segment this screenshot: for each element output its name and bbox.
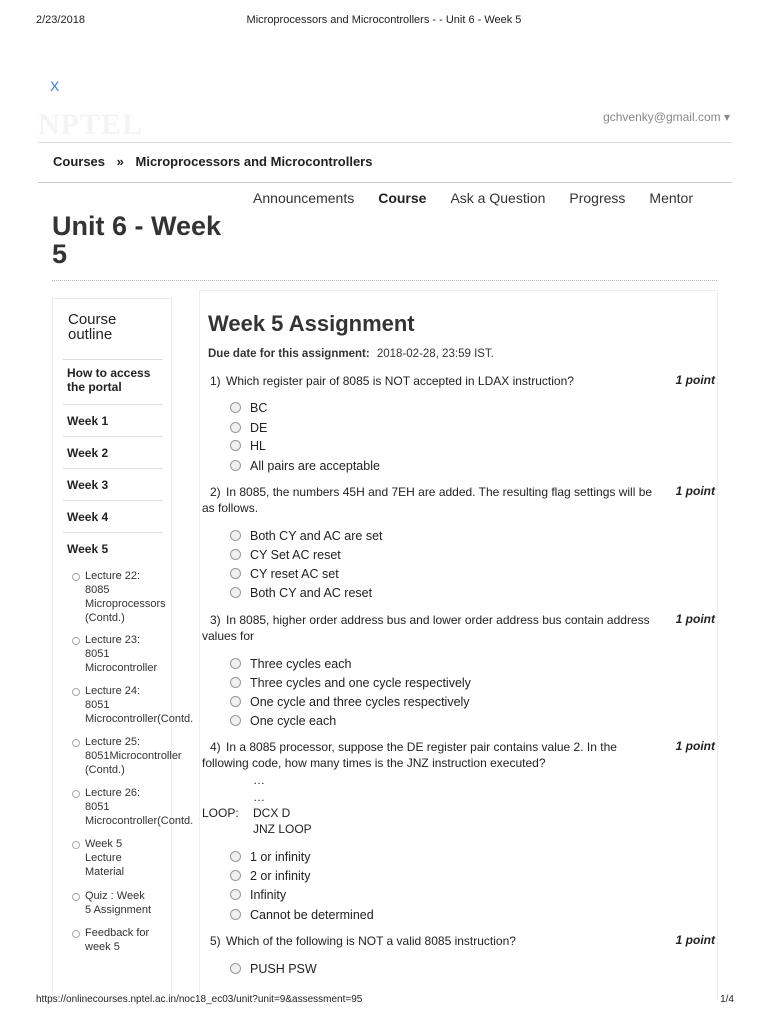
option-label: CY Set AC reset bbox=[250, 548, 341, 562]
question-text: In a 8085 processor, suppose the DE register pair contains value 2. In the following code, how many times is the JNZ instruction executed? bbox=[202, 740, 617, 770]
sidebar-lecture-24[interactable] bbox=[73, 684, 194, 728]
sidebar-week5-material[interactable] bbox=[73, 837, 173, 881]
tab-ask-a-question[interactable]: Ask a Question bbox=[450, 190, 546, 206]
divider bbox=[52, 280, 717, 281]
question-2 bbox=[202, 484, 664, 516]
question-text: In 8085, the numbers 45H and 7EH are added. The resulting flag settings will be as follows. bbox=[202, 485, 653, 515]
option-label: Cannot be determined bbox=[250, 908, 374, 922]
question-3 bbox=[202, 612, 664, 644]
assignment-title: Week 5 Assignment bbox=[208, 311, 415, 336]
close-icon[interactable]: X bbox=[50, 78, 60, 94]
course-outline-sidebar bbox=[52, 298, 194, 998]
assignment-panel bbox=[199, 290, 718, 1000]
radio-button[interactable] bbox=[230, 677, 241, 688]
lecture-label: Week 5 Lecture Material bbox=[85, 838, 125, 878]
option-label: PUSH PSW bbox=[250, 962, 317, 976]
code-line: … bbox=[253, 790, 265, 804]
question-text: In 8085, higher order address bus and lower order address bus contain address values for bbox=[202, 613, 650, 643]
sidebar-item-week-1[interactable]: Week 1 bbox=[63, 404, 163, 436]
tab-mentor[interactable]: Mentor bbox=[649, 190, 693, 206]
print-url: https://onlinecourses.nptel.ac.in/noc18_ec03/unit?unit=9&assessment=95 bbox=[36, 994, 363, 1005]
code-line: … bbox=[253, 773, 265, 787]
question-text: Which register pair of 8085 is NOT accepted in LDAX instruction? bbox=[226, 374, 574, 388]
option-label: Three cycles each bbox=[250, 657, 352, 671]
question-points: 1 point bbox=[675, 612, 715, 626]
option-label: 1 or infinity bbox=[250, 850, 311, 864]
option-label: All pairs are acceptable bbox=[250, 459, 380, 473]
question-points: 1 point bbox=[675, 933, 715, 947]
lecture-label: Lecture 23: 8051 Microcontroller bbox=[85, 634, 158, 674]
question-number: 3) bbox=[210, 613, 221, 627]
unchecked-circle-icon bbox=[72, 688, 80, 696]
sidebar-lecture-25[interactable] bbox=[73, 735, 182, 779]
code-line: JNZ LOOP bbox=[253, 822, 312, 836]
page-title: Unit 6 - Week 5 bbox=[52, 211, 222, 269]
sidebar-item-week-3[interactable]: Week 3 bbox=[63, 468, 163, 500]
question-number: 5) bbox=[210, 934, 221, 948]
sidebar-lecture-23[interactable] bbox=[73, 633, 173, 677]
radio-button[interactable] bbox=[230, 909, 241, 920]
lecture-label: Lecture 24: 8051 Microcontroller(Contd. bbox=[85, 685, 194, 725]
unchecked-circle-icon bbox=[72, 790, 80, 798]
lecture-label: Lecture 25: 8051Microcontroller (Contd.) bbox=[85, 736, 182, 776]
question-text: Which of the following is NOT a valid 8085 instruction? bbox=[226, 934, 516, 948]
code-line: DCX D bbox=[253, 806, 291, 820]
question-1 bbox=[202, 373, 664, 389]
radio-button[interactable] bbox=[230, 870, 241, 881]
option-label: HL bbox=[250, 439, 266, 453]
sidebar-quiz-week5[interactable] bbox=[73, 889, 173, 919]
course-outline-title: Course outline bbox=[68, 311, 117, 343]
radio-button[interactable] bbox=[230, 658, 241, 669]
radio-button[interactable] bbox=[230, 696, 241, 707]
option-label: Both CY and AC reset bbox=[250, 586, 373, 600]
nptel-logo: NPTEL bbox=[38, 108, 144, 141]
sidebar-lecture-22[interactable] bbox=[73, 569, 173, 625]
question-4 bbox=[202, 739, 664, 771]
lecture-label: Lecture 26: 8051 Microcontroller(Contd. bbox=[85, 787, 194, 827]
radio-button[interactable] bbox=[230, 889, 241, 900]
question-points: 1 point bbox=[675, 739, 715, 753]
lecture-label: Quiz : Week 5 Assignment bbox=[85, 890, 152, 916]
sidebar-item-week-5[interactable]: Week 5 bbox=[63, 532, 163, 564]
unchecked-circle-icon bbox=[72, 739, 80, 747]
unchecked-circle-icon bbox=[72, 930, 80, 938]
top-nav bbox=[253, 190, 693, 206]
radio-button[interactable] bbox=[230, 440, 241, 451]
unchecked-circle-icon bbox=[72, 841, 80, 849]
lecture-label: Lecture 22: 8085 Microprocessors (Contd.) bbox=[85, 570, 166, 624]
radio-button[interactable] bbox=[230, 530, 241, 541]
breadcrumb-separator: » bbox=[116, 154, 124, 169]
radio-button[interactable] bbox=[230, 715, 241, 726]
print-date: 2/23/2018 bbox=[36, 14, 85, 26]
user-menu[interactable]: gchvenky@gmail.com ▾ bbox=[603, 110, 730, 124]
question-number: 1) bbox=[210, 374, 221, 388]
option-label: Three cycles and one cycle respectively bbox=[250, 676, 471, 690]
due-date bbox=[208, 348, 494, 360]
radio-button[interactable] bbox=[230, 460, 241, 471]
tab-course[interactable]: Course bbox=[378, 190, 427, 206]
radio-button[interactable] bbox=[230, 422, 241, 433]
sidebar-feedback-week5[interactable] bbox=[73, 926, 173, 956]
option-label: BC bbox=[250, 401, 268, 415]
option-label: One cycle each bbox=[250, 714, 337, 728]
question-points: 1 point bbox=[675, 484, 715, 498]
option-label: Both CY and AC are set bbox=[250, 529, 383, 543]
question-number: 2) bbox=[210, 485, 221, 499]
due-date-label: Due date for this assignment: bbox=[208, 348, 370, 360]
unchecked-circle-icon bbox=[72, 637, 80, 645]
sidebar-lecture-26[interactable] bbox=[73, 786, 194, 830]
question-points: 1 point bbox=[675, 373, 715, 387]
option-label: DE bbox=[250, 421, 268, 435]
radio-button[interactable] bbox=[230, 963, 241, 974]
print-page-number: 1/4 bbox=[720, 994, 734, 1005]
radio-button[interactable] bbox=[230, 568, 241, 579]
print-title: Microprocessors and Microcontrollers - - Unit 6 - Week 5 bbox=[246, 14, 522, 26]
tab-progress[interactable]: Progress bbox=[569, 190, 626, 206]
due-date-value: 2018-02-28, 23:59 IST. bbox=[376, 348, 494, 360]
question-5 bbox=[202, 933, 664, 949]
radio-button[interactable] bbox=[230, 402, 241, 413]
unchecked-circle-icon bbox=[72, 893, 80, 901]
question-number: 4) bbox=[210, 740, 221, 754]
unchecked-circle-icon bbox=[72, 573, 80, 581]
radio-button[interactable] bbox=[230, 549, 241, 560]
tab-announcements[interactable]: Announcements bbox=[253, 190, 355, 206]
breadcrumb bbox=[38, 142, 732, 183]
option-label: Infinity bbox=[250, 888, 287, 902]
sidebar-item-how-to-access[interactable]: How to access the portal bbox=[63, 359, 163, 404]
radio-button[interactable] bbox=[230, 587, 241, 598]
option-label: One cycle and three cycles respectively bbox=[250, 695, 470, 709]
radio-button[interactable] bbox=[230, 851, 241, 862]
option-label: CY reset AC set bbox=[250, 567, 339, 581]
breadcrumb-course[interactable]: Microprocessors and Microcontrollers bbox=[135, 154, 373, 169]
sidebar-item-week-2[interactable]: Week 2 bbox=[63, 436, 163, 468]
lecture-label: Feedback for week 5 bbox=[85, 927, 150, 953]
code-label: LOOP: bbox=[202, 806, 239, 820]
sidebar-item-week-4[interactable]: Week 4 bbox=[63, 500, 163, 532]
breadcrumb-courses[interactable]: Courses bbox=[53, 154, 106, 169]
option-label: 2 or infinity bbox=[250, 869, 311, 883]
